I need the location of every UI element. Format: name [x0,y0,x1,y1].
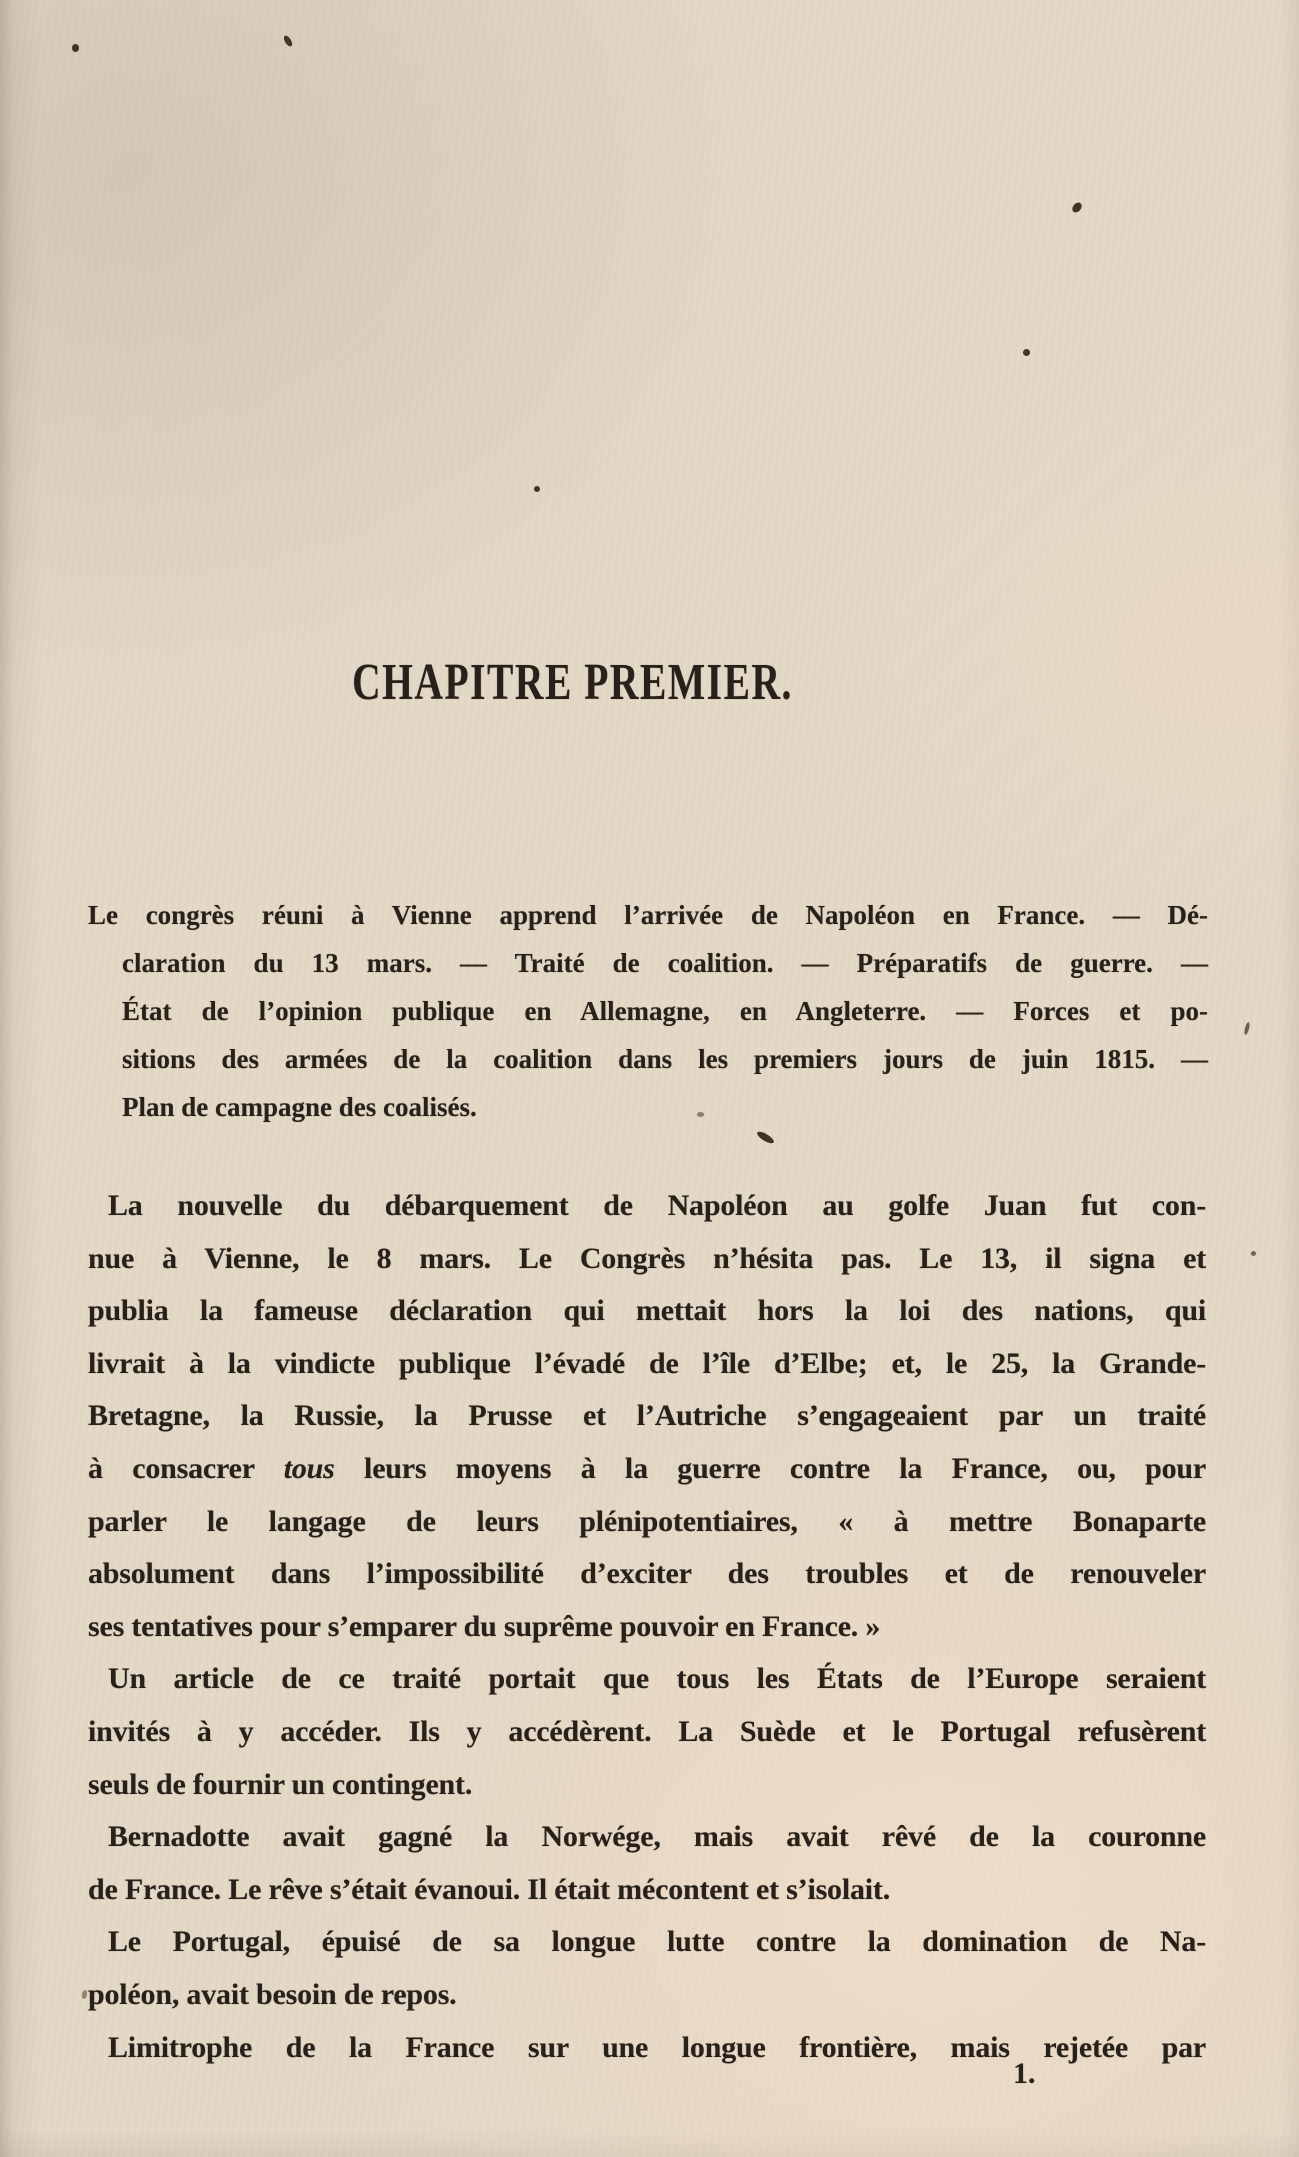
summary-line: claration du 13 mars. — Traité de coalition. — Préparatifs de guerre. — [122,948,1208,978]
ink-speck [534,486,540,492]
emphasized-word: tous [283,1451,335,1485]
ink-speck [1243,1022,1250,1036]
text-line: nue à Vienne, le 8 mars. Le Congrès n’hésita pas. Le 13, il signa et [88,1241,1206,1275]
ink-speck [1251,1251,1256,1256]
ink-speck [282,34,293,47]
paragraph [88,1916,1206,2021]
ink-speck [72,44,79,52]
paragraph [88,1811,1206,1916]
page-number: 1. [1013,2057,1036,2090]
paragraph [88,1180,1206,1653]
body-text [88,1180,1206,2074]
text-segment: leurs moyens à la guerre contre la France, ou, pour [334,1451,1206,1485]
text-line: Bretagne, la Russie, la Prusse et l’Autriche s’engageaient par un traité [88,1399,1206,1433]
text-line [88,1443,1206,1496]
ink-speck [81,1990,87,2000]
text-line: parler le langage de leurs plénipotentiaires, « à mettre Bonaparte [88,1504,1206,1538]
ink-speck [756,1129,776,1146]
text-line: poléon, avait besoin de repos. [88,1977,457,2011]
chapter-title: CHAPITRE PREMIER. [352,654,793,711]
text-line: seuls de fournir un contingent. [88,1767,473,1801]
ink-speck [1070,201,1083,215]
paragraph [88,2022,1206,2075]
text-line: absolument dans l’impossibilité d’exciter des troubles et de renouveler [88,1557,1206,1591]
text-line: Le Portugal, épuisé de sa longue lutte contre la domination de Na- [108,1925,1206,1959]
text-line: Limitrophe de la France sur une longue frontière, mais rejetée par [108,2030,1206,2064]
summary-line: Le congrès réuni à Vienne apprend l’arrivée de Napoléon en France. — Dé- [88,900,1208,930]
text-line: de France. Le rêve s’était évanoui. Il était mécontent et s’isolait. [88,1872,891,1906]
summary-line: État de l’opinion publique en Allemagne, en Angleterre. — Forces et po- [122,996,1208,1026]
ink-speck [1023,349,1030,356]
text-segment: à consacrer [88,1451,284,1485]
paragraph [88,1653,1206,1811]
text-line: Bernadotte avait gagné la Norwége, mais avait rêvé de la couronne [108,1820,1206,1854]
text-line: livrait à la vindicte publique l’évadé de l’île d’Elbe; et, le 25, la Grande- [88,1346,1206,1380]
text-line: La nouvelle du débarquement de Napoléon au golfe Juan fut con- [108,1189,1206,1222]
summary-line: Plan de campagne des coalisés. [122,1092,477,1122]
chapter-summary [88,891,1208,1131]
summary-line: sitions des armées de la coalition dans les premiers jours de juin 1815. — [122,1044,1208,1074]
text-line: Un article de ce traité portait que tous les États de l’Europe seraient [108,1662,1206,1696]
text-line: invités à y accéder. Ils y accédèrent. La Suède et le Portugal refusèrent [88,1714,1206,1748]
text-line: ses tentatives pour s’emparer du suprême pouvoir en France. » [88,1609,881,1643]
text-line: publia la fameuse déclaration qui mettait hors la loi des nations, qui [88,1294,1206,1328]
